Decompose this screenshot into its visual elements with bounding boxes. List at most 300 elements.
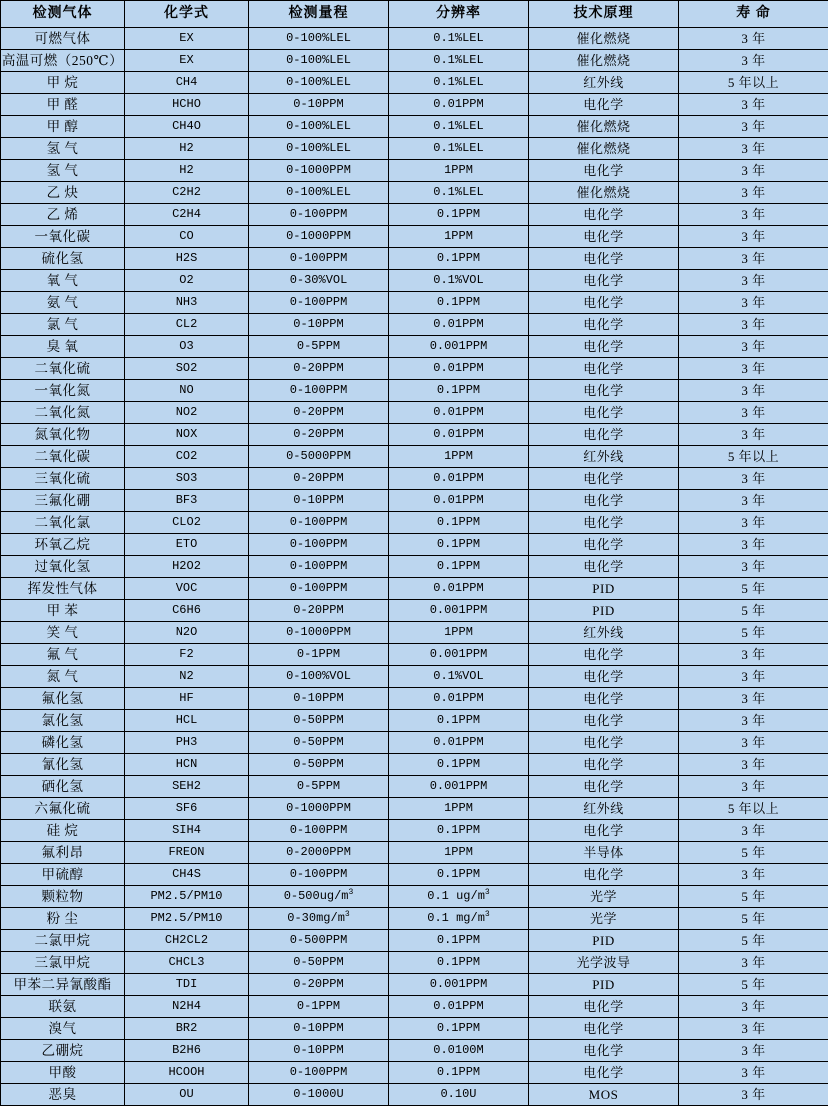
cell-resolution: 0.001PPM [389,644,529,666]
cell-formula: VOC [125,578,249,600]
cell-resolution: 0.001PPM [389,974,529,996]
cell-gas-name: 氯化氢 [1,710,125,732]
cell-gas-name: 氰化氢 [1,754,125,776]
table-row [1,446,828,468]
cell-lifetime: 5 年 [679,600,828,622]
cell-formula: CLO2 [125,512,249,534]
cell-gas-name: 硫化氢 [1,248,125,270]
cell-resolution: 0.01PPM [389,94,529,116]
table-row [1,952,828,974]
cell-resolution: 1PPM [389,446,529,468]
cell-gas-name: 挥发性气体 [1,578,125,600]
cell-formula: ETO [125,534,249,556]
column-header-resolution: 分辨率 [389,1,529,28]
cell-range: 0-100%LEL [249,72,389,94]
cell-gas-name: 甲 烷 [1,72,125,94]
cell-formula: EX [125,28,249,50]
cell-formula: CO2 [125,446,249,468]
table-row [1,490,828,512]
cell-formula: HCOOH [125,1062,249,1084]
table-row [1,644,828,666]
cell-resolution: 0.1%VOL [389,270,529,292]
cell-range: 0-100PPM [249,380,389,402]
table-row [1,226,828,248]
cell-range: 0-50PPM [249,710,389,732]
cell-formula: H2 [125,160,249,182]
cell-resolution: 0.01PPM [389,732,529,754]
cell-resolution: 0.1 $mg/m^3$ [389,908,529,930]
cell-resolution: 1PPM [389,842,529,864]
cell-range: 0-100%LEL [249,138,389,160]
cell-formula: HCHO [125,94,249,116]
cell-formula: NH3 [125,292,249,314]
cell-gas-name: 粉 尘 [1,908,125,930]
cell-technology: 半导体 [529,842,679,864]
cell-formula: O2 [125,270,249,292]
cell-gas-name: 氢 气 [1,160,125,182]
cell-technology: 电化学 [529,820,679,842]
cell-formula: CH4 [125,72,249,94]
cell-formula: CH4S [125,864,249,886]
cell-resolution: 1PPM [389,798,529,820]
cell-resolution: 0.1PPM [389,952,529,974]
cell-lifetime: 3 年 [679,820,828,842]
cell-resolution: 0.01PPM [389,314,529,336]
cell-gas-name: 恶臭 [1,1084,125,1106]
cell-gas-name: 磷化氢 [1,732,125,754]
cell-formula: C2H2 [125,182,249,204]
table-row [1,380,828,402]
table-row [1,754,828,776]
cell-range: 0-10PPM [249,94,389,116]
cell-formula: SEH2 [125,776,249,798]
cell-gas-name: 笑 气 [1,622,125,644]
table-row [1,50,828,72]
cell-resolution: 0.001PPM [389,336,529,358]
cell-lifetime: 3 年 [679,358,828,380]
cell-formula: N2O [125,622,249,644]
cell-range: 0-10PPM [249,490,389,512]
cell-formula: CH4O [125,116,249,138]
cell-range: 0-100%LEL [249,182,389,204]
cell-range: 0-100%VOL [249,666,389,688]
cell-gas-name: 甲 苯 [1,600,125,622]
cell-lifetime: 3 年 [679,94,828,116]
cell-gas-name: 二氧化碳 [1,446,125,468]
cell-range: 0-1000PPM [249,798,389,820]
cell-technology: 电化学 [529,424,679,446]
cell-resolution: 0.01PPM [389,358,529,380]
cell-formula: H2O2 [125,556,249,578]
cell-gas-name: 乙 烯 [1,204,125,226]
cell-resolution: 0.1PPM [389,204,529,226]
cell-formula: TDI [125,974,249,996]
cell-resolution: 1PPM [389,226,529,248]
cell-technology: 电化学 [529,666,679,688]
cell-range: 0-10PPM [249,1018,389,1040]
cell-lifetime: 3 年 [679,204,828,226]
cell-lifetime: 5 年以上 [679,446,828,468]
cell-lifetime: 5 年 [679,622,828,644]
cell-formula: SO2 [125,358,249,380]
cell-resolution: 0.01PPM [389,424,529,446]
cell-gas-name: 一氧化碳 [1,226,125,248]
cell-technology: 电化学 [529,1062,679,1084]
column-header-range: 检测量程 [249,1,389,28]
cell-resolution: 0.10U [389,1084,529,1106]
cell-lifetime: 5 年以上 [679,798,828,820]
table-row [1,1018,828,1040]
cell-gas-name: 可燃气体 [1,28,125,50]
cell-formula: NO [125,380,249,402]
cell-range: 0-10PPM [249,314,389,336]
cell-range: 0-100%LEL [249,50,389,72]
table-row [1,1084,828,1106]
cell-technology: 电化学 [529,534,679,556]
cell-range: 0-5PPM [249,776,389,798]
cell-technology: 红外线 [529,622,679,644]
cell-gas-name: 高温可燃（250℃） [1,50,125,72]
cell-lifetime: 3 年 [679,556,828,578]
table-row [1,204,828,226]
cell-resolution: 0.1%LEL [389,28,529,50]
cell-range: 0-50PPM [249,952,389,974]
cell-gas-name: 甲酸 [1,1062,125,1084]
cell-lifetime: 3 年 [679,996,828,1018]
cell-resolution: 0.1%LEL [389,138,529,160]
cell-range: 0-100PPM [249,292,389,314]
cell-resolution: 0.1PPM [389,380,529,402]
superscript: 3 [485,888,490,897]
cell-range: 0-30%VOL [249,270,389,292]
column-header-technology: 技术原理 [529,1,679,28]
table-row [1,1040,828,1062]
cell-lifetime: 3 年 [679,160,828,182]
cell-gas-name: 六氟化硫 [1,798,125,820]
cell-technology: 电化学 [529,754,679,776]
cell-gas-name: 氮氧化物 [1,424,125,446]
cell-technology: 光学波导 [529,952,679,974]
cell-resolution: 0.0100M [389,1040,529,1062]
cell-technology: 电化学 [529,688,679,710]
cell-formula: SIH4 [125,820,249,842]
cell-lifetime: 5 年以上 [679,72,828,94]
cell-formula: SO3 [125,468,249,490]
cell-lifetime: 3 年 [679,270,828,292]
cell-gas-name: 氢 气 [1,138,125,160]
cell-lifetime: 3 年 [679,1018,828,1040]
cell-range: 0-500PPM [249,930,389,952]
column-header-gas: 检测气体 [1,1,125,28]
table-row [1,1062,828,1084]
table-row [1,424,828,446]
cell-resolution: 0.001PPM [389,776,529,798]
cell-technology: 红外线 [529,798,679,820]
cell-gas-name: 过氧化氢 [1,556,125,578]
cell-formula: NOX [125,424,249,446]
cell-range: 0-20PPM [249,468,389,490]
table-row [1,930,828,952]
cell-technology: 红外线 [529,446,679,468]
table-row [1,622,828,644]
cell-lifetime: 3 年 [679,490,828,512]
cell-lifetime: 3 年 [679,644,828,666]
table-row [1,798,828,820]
table-body [1,28,828,1106]
cell-gas-name: 氟利昂 [1,842,125,864]
cell-range: 0-20PPM [249,600,389,622]
cell-resolution: 1PPM [389,622,529,644]
table-row [1,336,828,358]
cell-lifetime: 3 年 [679,534,828,556]
cell-resolution: 0.1PPM [389,248,529,270]
table-row [1,468,828,490]
cell-range: 0-1000PPM [249,226,389,248]
cell-lifetime: 3 年 [679,776,828,798]
table-row [1,688,828,710]
cell-range: 0-1PPM [249,644,389,666]
cell-range: 0-100PPM [249,578,389,600]
cell-lifetime: 3 年 [679,710,828,732]
cell-lifetime: 3 年 [679,380,828,402]
cell-formula: FREON [125,842,249,864]
cell-formula: O3 [125,336,249,358]
cell-lifetime: 3 年 [679,336,828,358]
cell-formula: F2 [125,644,249,666]
cell-technology: 催化燃烧 [529,182,679,204]
cell-range: 0-1000PPM [249,622,389,644]
cell-lifetime: 3 年 [679,292,828,314]
cell-technology: PID [529,578,679,600]
cell-lifetime: 3 年 [679,688,828,710]
cell-resolution: 0.1%VOL [389,666,529,688]
cell-resolution: 0.1PPM [389,556,529,578]
cell-formula: CO [125,226,249,248]
table-row [1,270,828,292]
superscript: 3 [485,910,490,919]
table-row [1,292,828,314]
cell-formula: N2 [125,666,249,688]
cell-range: $0-500ug/m^3$ [249,886,389,908]
table-row [1,776,828,798]
table-row [1,556,828,578]
table-row [1,314,828,336]
table-row [1,94,828,116]
cell-formula: H2 [125,138,249,160]
table-row [1,248,828,270]
cell-formula: H2S [125,248,249,270]
cell-gas-name: 氟 气 [1,644,125,666]
cell-technology: 电化学 [529,512,679,534]
cell-technology: 电化学 [529,556,679,578]
table-row [1,666,828,688]
cell-range: 0-100PPM [249,512,389,534]
cell-technology: 电化学 [529,468,679,490]
cell-resolution: 0.1PPM [389,710,529,732]
cell-gas-name: 三氯甲烷 [1,952,125,974]
cell-lifetime: 5 年 [679,842,828,864]
cell-technology: 电化学 [529,402,679,424]
cell-range: 0-1000PPM [249,160,389,182]
cell-technology: 红外线 [529,72,679,94]
cell-resolution: 0.1PPM [389,534,529,556]
cell-technology: 电化学 [529,710,679,732]
cell-range: 0-100PPM [249,556,389,578]
cell-formula: HF [125,688,249,710]
table-header-row [1,1,828,28]
cell-lifetime: 3 年 [679,1084,828,1106]
cell-resolution: 0.1PPM [389,820,529,842]
cell-technology: 电化学 [529,1018,679,1040]
cell-gas-name: 臭 氧 [1,336,125,358]
cell-technology: 电化学 [529,1040,679,1062]
cell-technology: 电化学 [529,776,679,798]
cell-range: 0-1000U [249,1084,389,1106]
cell-gas-name: 颗粒物 [1,886,125,908]
cell-gas-name: 氯 气 [1,314,125,336]
cell-resolution: 0.1PPM [389,512,529,534]
cell-formula: B2H6 [125,1040,249,1062]
cell-formula: EX [125,50,249,72]
cell-technology: 电化学 [529,314,679,336]
cell-lifetime: 3 年 [679,116,828,138]
cell-range: 0-5000PPM [249,446,389,468]
cell-gas-name: 乙硼烷 [1,1040,125,1062]
table-row [1,116,828,138]
cell-technology: 光学 [529,908,679,930]
cell-lifetime: 3 年 [679,864,828,886]
cell-technology: 电化学 [529,732,679,754]
cell-range: 0-100PPM [249,248,389,270]
cell-resolution: 0.01PPM [389,490,529,512]
cell-range: 0-100%LEL [249,28,389,50]
cell-formula: SF6 [125,798,249,820]
cell-lifetime: 3 年 [679,226,828,248]
cell-technology: 催化燃烧 [529,50,679,72]
cell-gas-name: 二氧化氯 [1,512,125,534]
cell-formula: BF3 [125,490,249,512]
table-row [1,864,828,886]
cell-range: 0-5PPM [249,336,389,358]
table-row [1,600,828,622]
cell-gas-name: 乙 炔 [1,182,125,204]
cell-formula: HCL [125,710,249,732]
cell-resolution: 0.01PPM [389,688,529,710]
table-row [1,512,828,534]
cell-lifetime: 5 年 [679,908,828,930]
cell-technology: 电化学 [529,226,679,248]
table-row [1,358,828,380]
cell-technology: MOS [529,1084,679,1106]
cell-range: $0-30mg/m^3$ [249,908,389,930]
cell-formula: N2H4 [125,996,249,1018]
cell-lifetime: 3 年 [679,28,828,50]
table-row [1,182,828,204]
cell-formula: C2H4 [125,204,249,226]
cell-formula: PH3 [125,732,249,754]
cell-range: 0-100PPM [249,204,389,226]
cell-technology: PID [529,930,679,952]
cell-technology: 电化学 [529,204,679,226]
table-row [1,160,828,182]
cell-gas-name: 硅 烷 [1,820,125,842]
cell-lifetime: 3 年 [679,952,828,974]
table-row [1,886,828,908]
cell-gas-name: 氧 气 [1,270,125,292]
cell-range: 0-10PPM [249,1040,389,1062]
cell-technology: 电化学 [529,996,679,1018]
cell-formula: NO2 [125,402,249,424]
cell-lifetime: 5 年 [679,974,828,996]
table-row [1,842,828,864]
cell-lifetime: 3 年 [679,182,828,204]
cell-technology: 电化学 [529,292,679,314]
cell-resolution: 0.001PPM [389,600,529,622]
cell-technology: 电化学 [529,380,679,402]
column-header-lifetime: 寿 命 [679,1,828,28]
table-row [1,138,828,160]
cell-gas-name: 甲 醛 [1,94,125,116]
cell-lifetime: 3 年 [679,666,828,688]
cell-technology: 催化燃烧 [529,28,679,50]
cell-resolution: 0.1PPM [389,1018,529,1040]
cell-technology: PID [529,974,679,996]
cell-resolution: 0.01PPM [389,996,529,1018]
cell-technology: 电化学 [529,864,679,886]
cell-technology: 电化学 [529,248,679,270]
cell-lifetime: 3 年 [679,512,828,534]
cell-technology: 电化学 [529,94,679,116]
cell-gas-name: 氨 气 [1,292,125,314]
cell-range: 0-100PPM [249,820,389,842]
table-row [1,820,828,842]
cell-gas-name: 二氯甲烷 [1,930,125,952]
table-row [1,710,828,732]
cell-resolution: 0.01PPM [389,468,529,490]
cell-gas-name: 硒化氢 [1,776,125,798]
cell-range: 0-1PPM [249,996,389,1018]
cell-range: 0-10PPM [249,688,389,710]
cell-gas-name: 联氨 [1,996,125,1018]
table-row [1,996,828,1018]
cell-technology: 电化学 [529,160,679,182]
cell-lifetime: 5 年 [679,930,828,952]
cell-resolution: 0.1PPM [389,754,529,776]
cell-range: 0-2000PPM [249,842,389,864]
cell-range: 0-100PPM [249,1062,389,1084]
table-row [1,578,828,600]
cell-lifetime: 3 年 [679,754,828,776]
cell-range: 0-50PPM [249,732,389,754]
cell-lifetime: 3 年 [679,732,828,754]
cell-gas-name: 三氟化硼 [1,490,125,512]
cell-gas-name: 甲硫醇 [1,864,125,886]
cell-range: 0-100%LEL [249,116,389,138]
column-header-formula: 化学式 [125,1,249,28]
cell-formula: HCN [125,754,249,776]
table-row [1,908,828,930]
cell-resolution: 0.1%LEL [389,182,529,204]
cell-gas-name: 一氧化氮 [1,380,125,402]
cell-formula: CHCL3 [125,952,249,974]
cell-resolution: 0.1 $ug/m^3$ [389,886,529,908]
cell-technology: 电化学 [529,336,679,358]
cell-formula: CH2CL2 [125,930,249,952]
cell-resolution: 0.01PPM [389,402,529,424]
cell-lifetime: 5 年 [679,886,828,908]
table-row [1,974,828,996]
cell-gas-name: 二氧化硫 [1,358,125,380]
